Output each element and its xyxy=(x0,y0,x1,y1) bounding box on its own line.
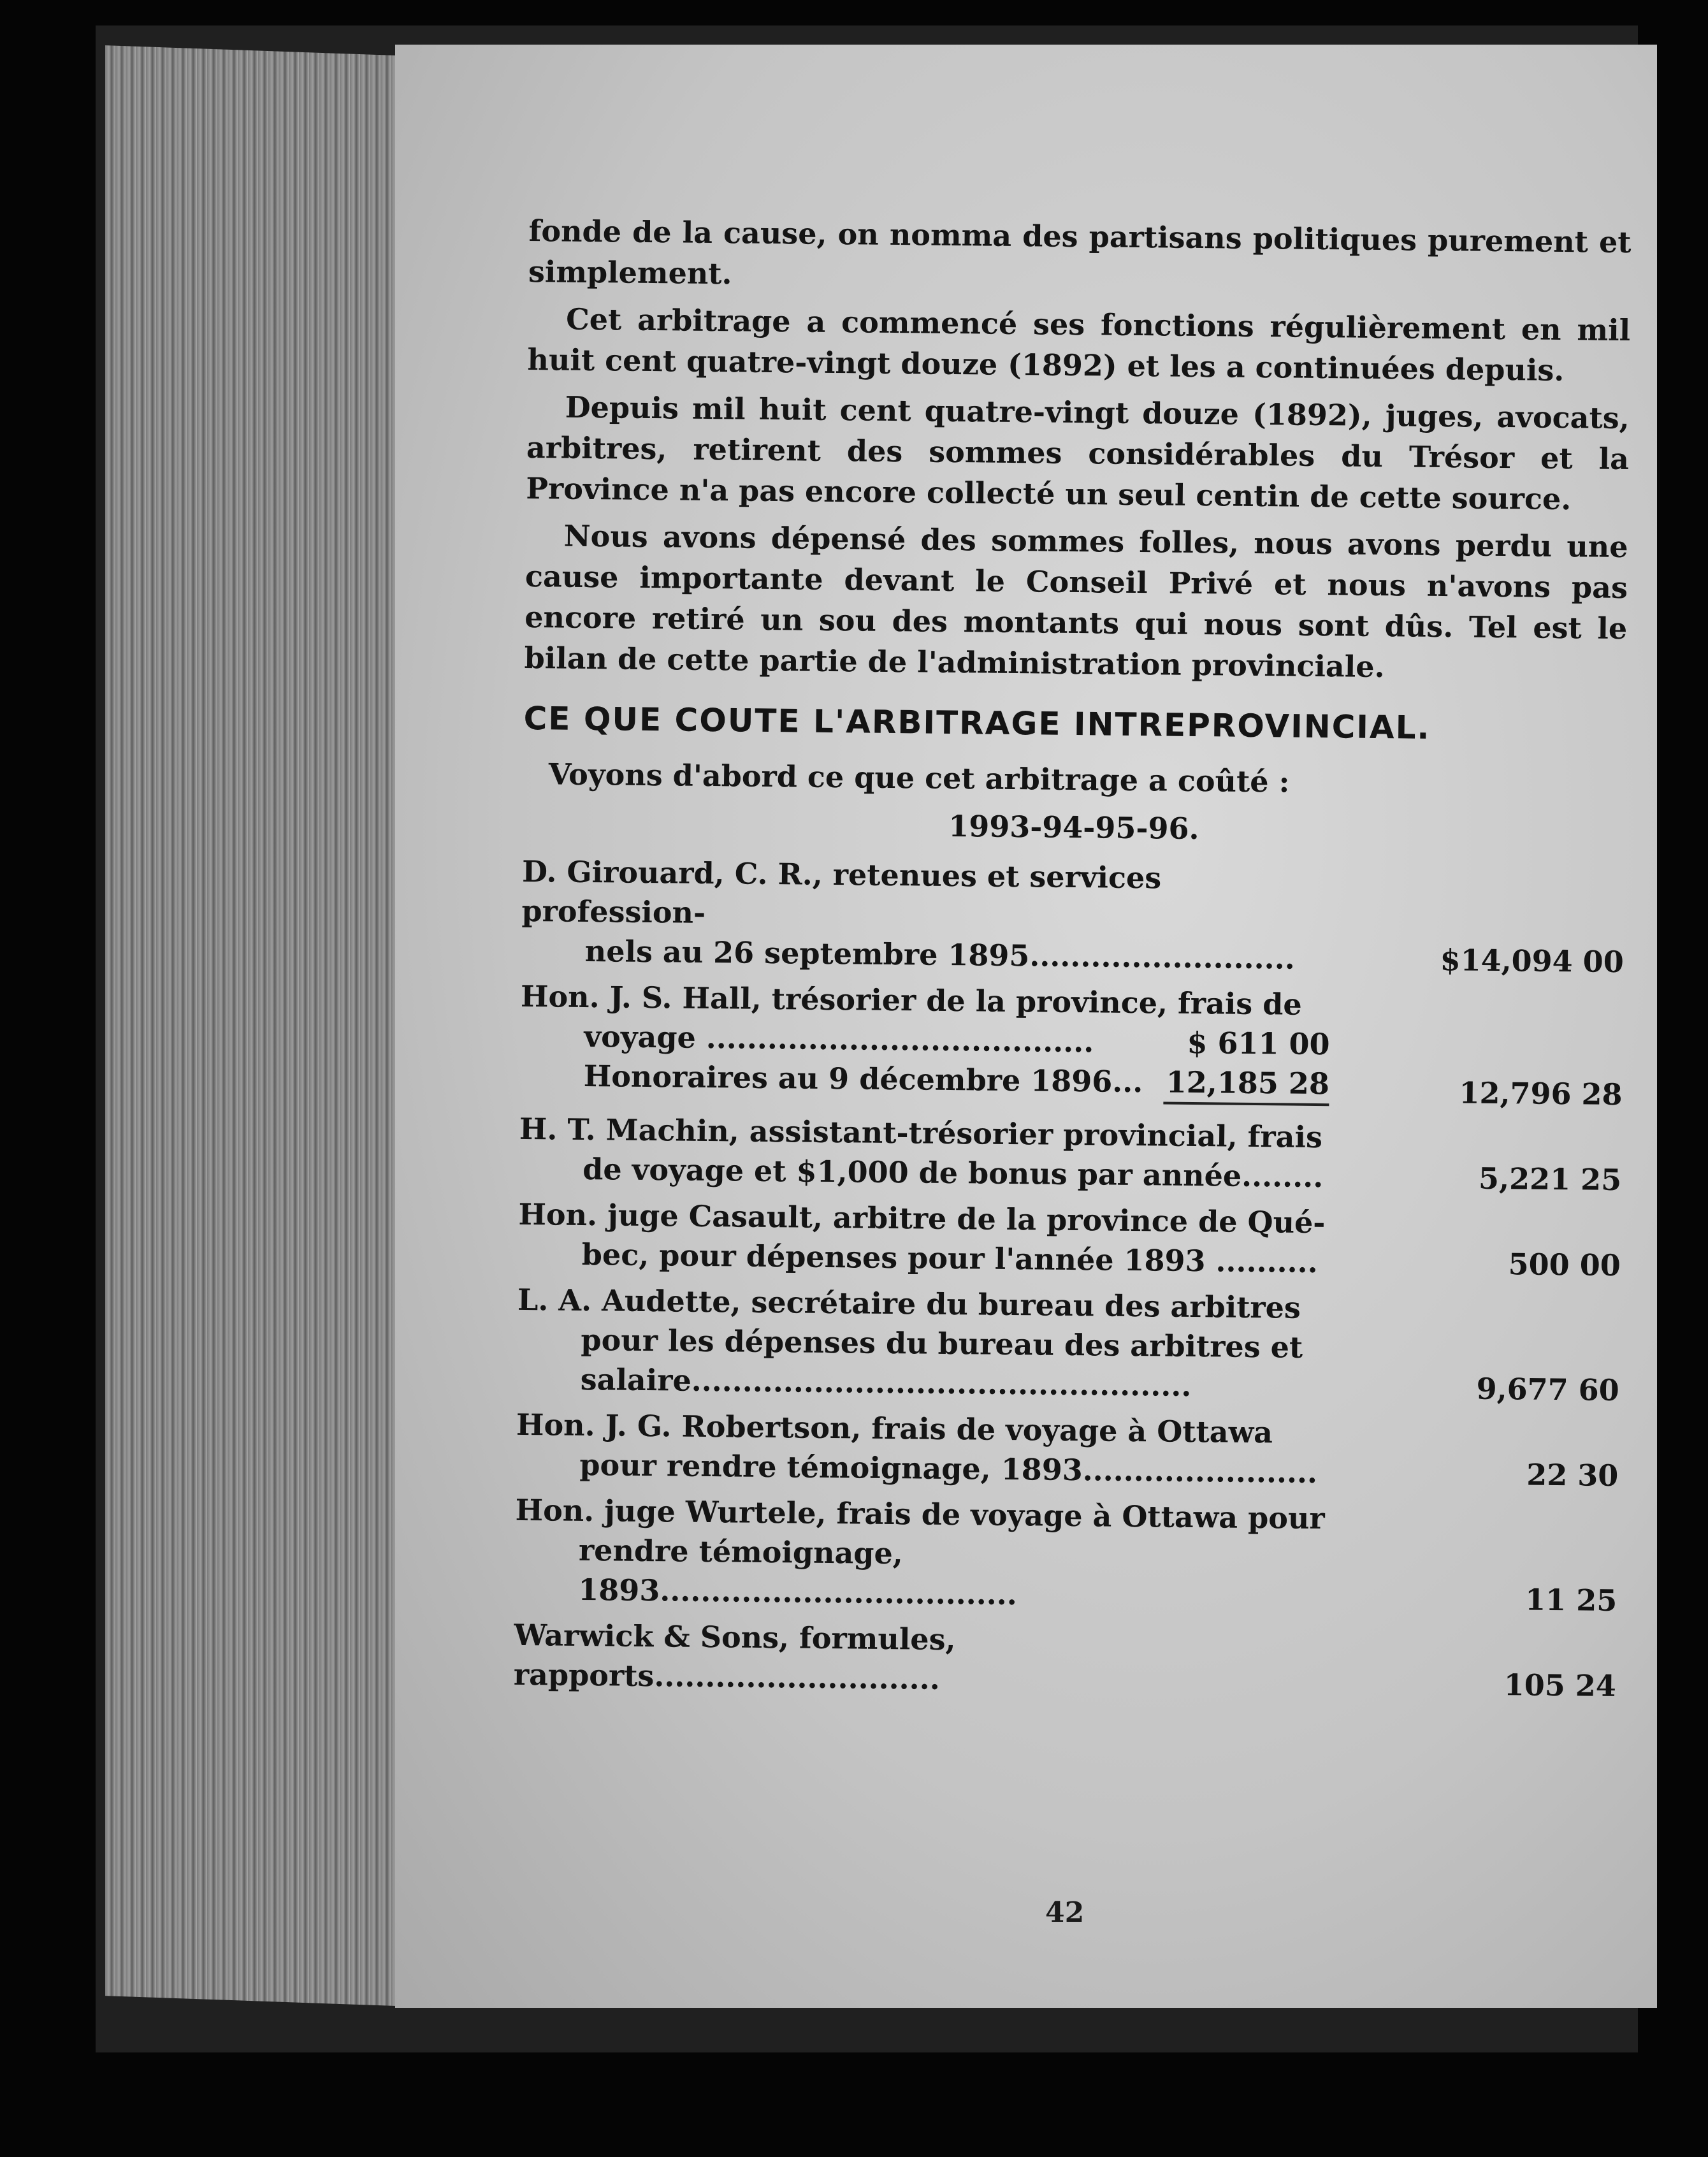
entry-first-line: Warwick & Sons, formules, rapports............................ xyxy=(513,1617,956,1696)
sub-entry-amount: $ 611 00 xyxy=(1187,1025,1330,1062)
sub-entry-label: voyage ...................................... xyxy=(584,1019,1094,1059)
entry-first-line: Hon. juge Wurtele, frais de voyage à Ottawa pour xyxy=(515,1492,1325,1536)
sub-entry xyxy=(519,1056,1336,1103)
entry-description xyxy=(517,1195,1335,1288)
entry-description xyxy=(521,852,1338,985)
table-row xyxy=(514,1490,1618,1627)
entry-continuation: pour rendre témoignage, 1893....................... xyxy=(579,1447,1318,1490)
entry-continuation: pour les dépenses du bureau des arbitres et salaire................................................. xyxy=(580,1322,1303,1403)
paragraph-3: Depuis mil huit cent quatre-vingt douze (1892), juges, avocats, arbitres, retirent des sommes considérables du Trésor et la Province n'a pas encore collecté un seul centin de cette source. xyxy=(526,389,1630,517)
entry-amount: 9,677 60 xyxy=(1476,1371,1619,1408)
entry-description xyxy=(516,1280,1333,1413)
table-row xyxy=(519,977,1623,1121)
section-heading: CE QUE COUTE L'ARBITRAGE INTREPROVINCIAL. xyxy=(523,699,1431,746)
table-row xyxy=(516,1280,1620,1416)
entry-description xyxy=(519,977,1336,1117)
entry-continuation: rendre témoignage, 1893................................... xyxy=(578,1532,1018,1612)
table-row xyxy=(516,1405,1619,1502)
table-row xyxy=(514,1615,1617,1712)
entry-continuation: bec, pour dépenses pour l'année 1893 .......... xyxy=(581,1237,1318,1280)
entry-first-line: H. T. Machin, assistant-trésorier provincial, frais xyxy=(519,1111,1323,1155)
entry-description xyxy=(519,1109,1336,1203)
entry-continuation: de voyage et $1,000 de bonus par année........ xyxy=(582,1151,1324,1195)
entry-amount: $14,094 00 xyxy=(1440,943,1625,980)
page-content xyxy=(514,210,1632,1712)
table-row xyxy=(521,852,1625,988)
entry-first-line: L. A. Audette, secrétaire du bureau des arbitres xyxy=(517,1282,1301,1325)
entry-first-line: Hon. J. G. Robertson, frais de voyage à Ottawa xyxy=(516,1407,1273,1450)
sub-entry-label: Honoraires au 9 décembre 1896... xyxy=(583,1058,1143,1100)
table-row xyxy=(519,1109,1622,1206)
entry-amount: 5,221 25 xyxy=(1478,1161,1622,1198)
entry-amount: 22 30 xyxy=(1526,1457,1619,1493)
entry-amount: 12,796 28 xyxy=(1459,1075,1623,1112)
paragraph-4: Nous avons dépensé des sommes folles, nous avons perdu une cause importante devant le Conseil Privé et nous n'avons pas encore retiré un sou des montants qui nous sont dûs. Tel est le bilan de cette partie de l'administration provinciale. xyxy=(524,518,1628,685)
entry-first-line: Hon. juge Casault, arbitre de la province de Qué- xyxy=(518,1196,1326,1240)
entry-amount: 11 25 xyxy=(1524,1582,1618,1618)
entry-continuation: nels au 26 septembre 1895.......................... xyxy=(584,933,1296,976)
sub-entry-amount: 12,185 28 xyxy=(1166,1064,1330,1101)
entry-description xyxy=(514,1615,1331,1709)
table-row xyxy=(517,1195,1621,1291)
entry-description xyxy=(516,1405,1333,1499)
entry-amount: 105 24 xyxy=(1503,1667,1617,1703)
years-line: 1993-94-95-96. xyxy=(948,808,1199,846)
entry-amount: 500 00 xyxy=(1508,1247,1621,1283)
paragraph-1: fonde de la cause, on nomma des partisans politiques purement et simplement. xyxy=(528,213,1632,291)
expense-table xyxy=(514,852,1625,1712)
page-stack-edges xyxy=(105,45,430,2007)
paragraph-2: Cet arbitrage a commencé ses fonctions régulièrement en mil huit cent quatre-vingt douze (1892) et les a continuées depuis. xyxy=(527,301,1631,388)
page-number: 42 xyxy=(1045,1896,1085,1929)
entry-description xyxy=(514,1490,1331,1623)
intro-line: Voyons d'abord ce que cet arbitrage a coûté : xyxy=(548,757,1290,799)
entry-first-line: D. Girouard, C. R., retenues et services profession- xyxy=(521,853,1162,930)
entry-first-line: Hon. J. S. Hall, trésorier de la province, frais de xyxy=(520,978,1302,1022)
